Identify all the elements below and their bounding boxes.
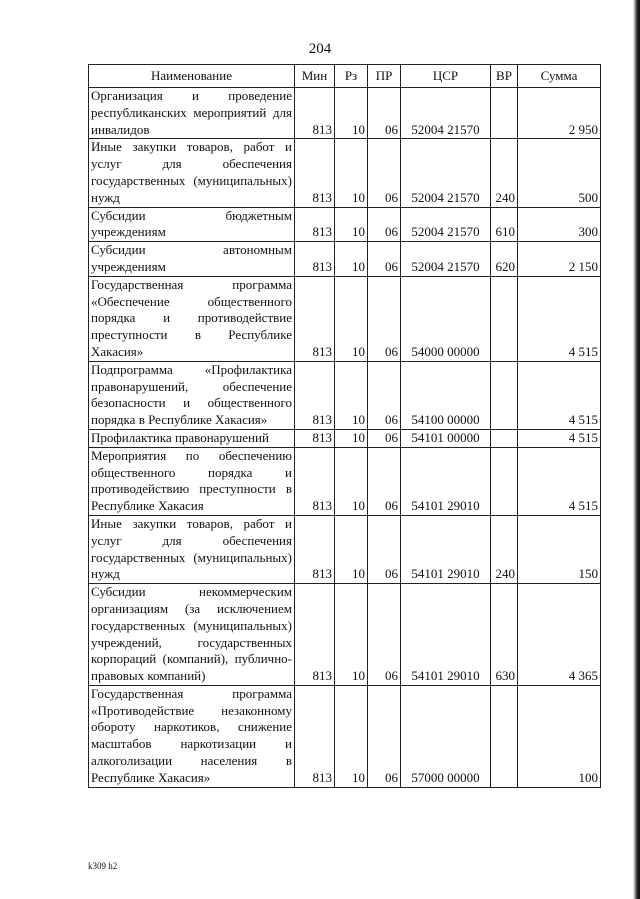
row-rz: 10 — [335, 139, 368, 207]
row-sum: 2 950 — [518, 88, 601, 139]
row-pr: 06 — [368, 88, 401, 139]
row-csr: 54101 00000 — [401, 429, 491, 447]
col-header-pr: ПР — [368, 65, 401, 88]
row-rz: 10 — [335, 242, 368, 277]
row-sum: 4 515 — [518, 447, 601, 515]
row-vr: 610 — [491, 207, 518, 242]
row-csr: 57000 00000 — [401, 685, 491, 787]
row-vr: 240 — [491, 139, 518, 207]
table-row — [89, 276, 601, 361]
row-vr — [491, 429, 518, 447]
row-min: 813 — [295, 584, 335, 686]
row-pr: 06 — [368, 429, 401, 447]
col-header-vr: ВР — [491, 65, 518, 88]
row-vr: 630 — [491, 584, 518, 686]
row-name: Государственная программа «Противодействие незаконному обороту наркотиков, снижение масштабов наркотизации и алкоголизации населения в Республике Хакасия» — [89, 685, 295, 787]
footer-code: k309 h2 — [88, 861, 118, 871]
scan-edge-shadow — [633, 0, 640, 899]
row-rz: 10 — [335, 447, 368, 515]
row-vr — [491, 88, 518, 139]
row-csr: 54101 29010 — [401, 584, 491, 686]
row-rz: 10 — [335, 429, 368, 447]
row-pr: 06 — [368, 242, 401, 277]
row-vr — [491, 685, 518, 787]
table-row — [89, 242, 601, 277]
row-rz: 10 — [335, 584, 368, 686]
row-min: 813 — [295, 361, 335, 429]
table-row — [89, 88, 601, 139]
budget-table — [88, 64, 601, 788]
table-row — [89, 515, 601, 583]
row-sum: 4 515 — [518, 361, 601, 429]
row-vr — [491, 276, 518, 361]
table-row — [89, 447, 601, 515]
row-name: Организация и проведение республиканских мероприятий для инвалидов — [89, 88, 295, 139]
table-row — [89, 139, 601, 207]
row-sum: 4 515 — [518, 429, 601, 447]
row-vr — [491, 361, 518, 429]
row-vr: 620 — [491, 242, 518, 277]
row-name: Профилактика правонарушений — [89, 429, 295, 447]
row-csr: 54100 00000 — [401, 361, 491, 429]
row-sum: 4 515 — [518, 276, 601, 361]
row-csr: 54101 29010 — [401, 515, 491, 583]
row-name: Государственная программа «Обеспечение общественного порядка и противодействие преступности в Республике Хакасия» — [89, 276, 295, 361]
table-header-row — [89, 65, 601, 88]
row-sum: 500 — [518, 139, 601, 207]
row-name: Мероприятия по обеспечению общественного порядка и противодействию преступности в Республике Хакасия — [89, 447, 295, 515]
row-min: 813 — [295, 685, 335, 787]
row-sum: 150 — [518, 515, 601, 583]
row-csr: 52004 21570 — [401, 88, 491, 139]
table-row — [89, 685, 601, 787]
row-rz: 10 — [335, 207, 368, 242]
row-rz: 10 — [335, 685, 368, 787]
row-pr: 06 — [368, 361, 401, 429]
row-pr: 06 — [368, 515, 401, 583]
row-min: 813 — [295, 515, 335, 583]
table-row — [89, 429, 601, 447]
row-name: Подпрограмма «Профилактика правонарушений, обеспечение безопасности и общественного порядка в Республике Хакасия» — [89, 361, 295, 429]
row-rz: 10 — [335, 361, 368, 429]
table-row — [89, 584, 601, 686]
row-name: Субсидии автономным учреждениям — [89, 242, 295, 277]
row-pr: 06 — [368, 207, 401, 242]
row-rz: 10 — [335, 88, 368, 139]
row-sum: 300 — [518, 207, 601, 242]
row-pr: 06 — [368, 584, 401, 686]
row-sum: 100 — [518, 685, 601, 787]
row-pr: 06 — [368, 139, 401, 207]
row-csr: 54101 29010 — [401, 447, 491, 515]
row-name: Субсидии бюджетным учреждениям — [89, 207, 295, 242]
row-sum: 2 150 — [518, 242, 601, 277]
row-sum: 4 365 — [518, 584, 601, 686]
row-pr: 06 — [368, 685, 401, 787]
col-header-rz: Рз — [335, 65, 368, 88]
row-min: 813 — [295, 429, 335, 447]
row-pr: 06 — [368, 276, 401, 361]
page-number: 204 — [308, 41, 332, 57]
row-csr: 52004 21570 — [401, 207, 491, 242]
row-min: 813 — [295, 276, 335, 361]
row-vr: 240 — [491, 515, 518, 583]
row-name: Субсидии некоммерческим организациям (за исключением государственных (муниципальных) учреждений, государственных корпораций (компаний), публично-правовых компаний) — [89, 584, 295, 686]
row-rz: 10 — [335, 515, 368, 583]
table-row — [89, 207, 601, 242]
row-csr: 52004 21570 — [401, 242, 491, 277]
row-csr: 54000 00000 — [401, 276, 491, 361]
row-vr — [491, 447, 518, 515]
col-header-sum: Сумма — [518, 65, 601, 88]
row-min: 813 — [295, 207, 335, 242]
row-min: 813 — [295, 447, 335, 515]
row-min: 813 — [295, 139, 335, 207]
row-name: Иные закупки товаров, работ и услуг для обеспечения государственных (муниципальных) нужд — [89, 515, 295, 583]
table-row — [89, 361, 601, 429]
col-header-csr: ЦСР — [401, 65, 491, 88]
row-pr: 06 — [368, 447, 401, 515]
row-rz: 10 — [335, 276, 368, 361]
row-min: 813 — [295, 88, 335, 139]
row-name: Иные закупки товаров, работ и услуг для обеспечения государственных (муниципальных) нужд — [89, 139, 295, 207]
row-csr: 52004 21570 — [401, 139, 491, 207]
col-header-min: Мин — [295, 65, 335, 88]
row-min: 813 — [295, 242, 335, 277]
col-header-name: Наименование — [89, 65, 295, 88]
